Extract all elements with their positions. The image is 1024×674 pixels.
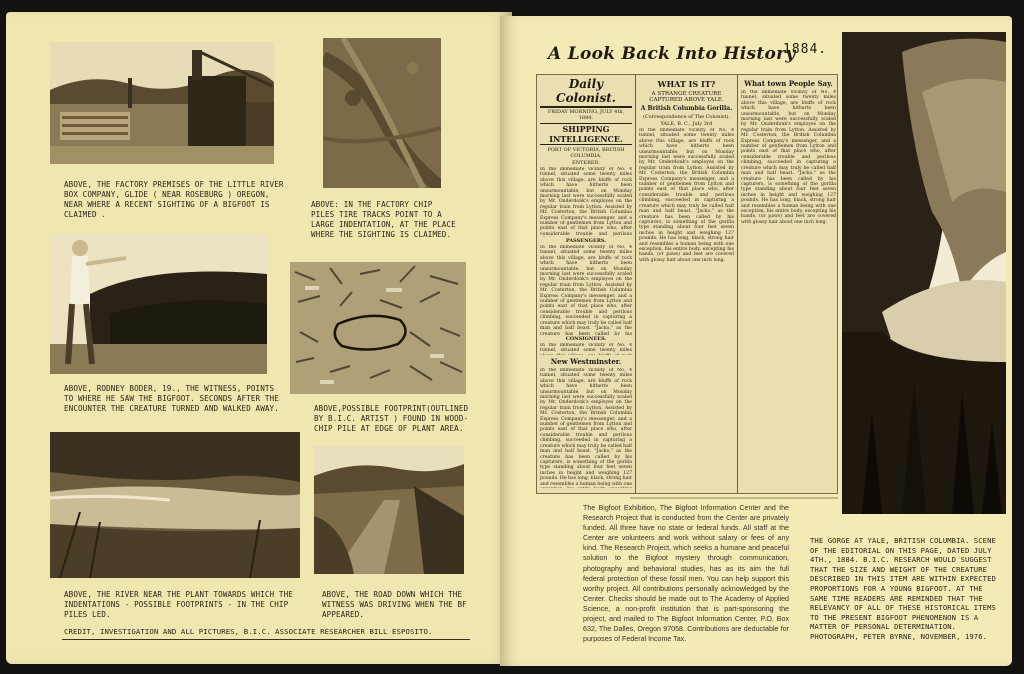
clip-column-main (635, 75, 737, 493)
factory-premises-photo (50, 42, 274, 164)
rodney-boder-photo (50, 234, 267, 374)
newspaper-clipping (536, 74, 838, 494)
town-people-text: In the immediate vicinity of No. 4 tunnel, situated some twenty miles above this village, are bluffs of rock which have hitherto been unsurmountable, but on Monday morning last were successfully scaled by Mr. Onderdonk's employes on the regular train from Lytton. Assisted by Mr. Costerton, the British Columbia Express Company's messenger, and a number of gentlemen from Lytton and points east of that place who, after considerable trouble and perilous climbing, succeeded in capturing a creature which may truly be called half man and half beast. "Jacko," as the creature has been called by his capturers, is something of the gorilla type standing about four feet seven inches in height and weighing 127 pounds. He has long, black, strong hair and resembles a human being with one exception, his entire body, excepting his hands, (or paws) and feet are covered with glossy hair about one inch long. (741, 90, 836, 225)
town-people-heading: What town People Say. (744, 79, 833, 88)
passengers-text: In the immediate vicinity of No. 4 tunnel, situated some twenty miles above this village, are bluffs of rock which have hitherto been unsurmountable, but on Monday morning last were successfully scaled by Mr. Onderdonk's employes on the regular train from Lytton. Assisted by Mr. Costerton, the British Columbia Express Company's messenger, and a number of gentlemen from Lytton and points east of that place who, after considerable trouble and perilous climbing, succeeded in capturing a creature which may truly be called half man and half beast. "Jacko," as the creature has been called by his (540, 245, 632, 335)
tracks-caption: ABOVE: IN THE FACTORY CHIP PILES TIRE TRACKS POINT TO A LARGE INDENTATION, AT THE PLACE WHERE THE SIGHTING IS CLAIMED. (311, 200, 456, 239)
witness-caption: ABOVE, RODNEY BODER, 19., THE WITNESS, POINTS TO WHERE HE SAW THE BIGFOOT. SECONDS AFTER THE ENCOUNTER THE CREATURE TURNED AND WALKED AWAY. (64, 384, 279, 413)
consignees-text: In the immediate vicinity of No. 4 tunnel, situated some twenty miles (540, 343, 632, 354)
clipping-continuation (630, 494, 838, 502)
article-dateline: YALE, B. C., July 3rd (660, 121, 713, 127)
page-year: 1884. (783, 42, 828, 57)
article-subheadline-2: A British Columbia Gorilla. (640, 105, 733, 112)
gorge-caption: THE GORGE AT YALE, BRITISH COLUMBIA. SCENE OF THE EDITORIAL ON THIS PAGE, DATED JULY 4TH., 1884. B.I.C. RESEARCH WOULD SUGGEST THAT THE SIZE AND WEIGHT OF THE CREATURE DESCRIBED IN THIS ITEM ARE WITHIN EXPECTED PROPORTIONS FOR A YOUNG BIGFOOT. AT THE SAME TIME READERS ARE REMINDED THAT THE RELEVANCY OF ALL OF THESE HISTORICAL ITEMS TO THE PRESENT BIGFOOT PHENOMENON IS A MATTER OF PERSONAL DETERMINATION. PHOTOGRAPH, PETER BYRNE, NOVEMBER, 1976. (810, 536, 996, 641)
correspondence-note: (Correspondence of The Colonist). (642, 114, 731, 120)
river-photo (50, 432, 300, 578)
road-photo (314, 446, 464, 574)
newspaper-name: Daily Colonist. (540, 77, 632, 108)
entered-label: ENTERED. (572, 160, 600, 166)
shipping-subheading: PORT OF VICTORIA, BRITISH COLUMBIA. (547, 147, 625, 159)
article-headline: WHAT IS IT? (657, 79, 716, 89)
credit-rule (62, 639, 470, 640)
gorge-photo (842, 32, 1006, 514)
passengers-label: PASSENGERS. (565, 238, 607, 244)
road-caption: ABOVE, THE ROAD DOWN WHICH THE WITNESS WAS DRIVING WHEN THE BF APPEARED. (322, 590, 467, 619)
footprint-photo (290, 262, 466, 394)
shipping-text: In the immediate vicinity of No. 4 tunnel, situated some twenty miles above this village, are bluffs of rock which have hitherto been unsurmountable, but on Monday morning last were successfully scaled by Mr. Onderdonk's employes on the regular train from Lytton. Assisted by Mr. Costerton, the British Columbia Express Company's messenger, and a number of gentlemen from Lytton and points east of that place who, after considerable trouble and perilous (540, 167, 632, 237)
article-body: In the immediate vicinity of No. 4 tunnel, situated some twenty miles above this village, are bluffs of rock which have hitherto been unsurmountable, but on Monday morning last were successfully scaled by Mr. Onderdonk's employes on the regular train from Lytton. Assisted by Mr. Costerton, the British Columbia Express Company's messenger, and a number of gentlemen from Lytton and points east of that place who, after considerable trouble and perilous climbing, succeeded in capturing a creature which may truly be called half man and half beast. "Jacko," as the creature has been called by his capturers, is something of the gorilla type standing about four feet seven inches in height and weighing 127 pounds. He has long, black, strong hair and resembles a human being with one exception, his entire body, excepting his hands, (or paws) and feet are covered with glossy hair about one inch long. (639, 128, 734, 263)
bigfoot-center-article: The Bigfoot Exhibition, The Bigfoot Information Center and the Research Project that is conducted from the Center are privately funded. All three have no state or federal funds. All staff at the Center are volunteers and work without salary or fees of any kind. The Research Project, which seeks a humane and peaceful solution to the Bigfoot mystery through communication, photography and behavioral studies, has as its aim the full federal protection of these fossil men. You can help support this worthy project. All contributions personally acknowledged by the Center. Checks should be made out to The Academy of Applied Science, a non-profit institution that is part-sponsoring the project, and mailed to The Bigfoot Information Center, P.O. Box 632, The Dalles, Oregon 97058. Contributions are deductable for purposes of Federal Income Tax. (583, 504, 789, 644)
clip-column-town (737, 75, 838, 493)
clip-column-shipping (537, 75, 635, 493)
article-subheadline: A STRANGE CREATURE CAPTURED ABOVE YALE. (649, 91, 724, 103)
credit-line: CREDIT, INVESTIGATION AND ALL PICTURES, B.I.C. ASSOCIATE RESEARCHER BILL ESPOSITO. (64, 627, 433, 636)
page-title: A Look Back Into History (548, 44, 796, 64)
river-caption: ABOVE, THE RIVER NEAR THE PLANT TOWARDS WHICH THE INDENTATIONS - POSSIBLE FOOTPRINTS - IN THE CHIP PILES LED. (64, 590, 293, 619)
footprint-caption: ABOVE,POSSIBLE FOOTPRINT(OUTLINED BY B.I.C. ARTIST ) FOUND IN WOOD-CHIP PILE AT EDGE OF PLANT AREA. (314, 404, 469, 433)
factory-caption: ABOVE, THE FACTORY PREMISES OF THE LITTLE RIVER BOX COMPANY, GLIDE ( NEAR ROSEBURG ) OREGON, NEAR WHERE A RECENT SIGHTING OF A BIGFOOT IS CLAIMED . (64, 180, 284, 219)
new-westminster-text: In the immediate vicinity of No. 4 tunnel, situated some twenty miles above this village, are bluffs of rock which have hitherto been unsurmountable, but on Monday morning last were successfully scaled by Mr. Onderdonk's employes on the regular train from Lytton. Assisted by Mr. Costerton, the British Columbia Express Company's messenger, and a number of gentlemen from Lytton and points east of that place who, after considerable trouble and perilous climbing, succeeded in capturing a creature which may truly be called half man and half beast. "Jacko," as the creature has been called by his capturers, is something of the gorilla type standing about four feet seven inches in height and weighing 127 pounds. He has long, black, strong hair and resembles a human being with one (540, 368, 632, 487)
consignees-label: CONSIGNEES. (565, 336, 607, 342)
tire-tracks-photo (323, 38, 441, 188)
shipping-heading: SHIPPING INTELLIGENCE. (540, 123, 632, 145)
newspaper-date: FRIDAY MORNING, JULY 4th, 1884. (547, 109, 625, 121)
new-westminster-heading: New Westminster. (550, 357, 622, 366)
